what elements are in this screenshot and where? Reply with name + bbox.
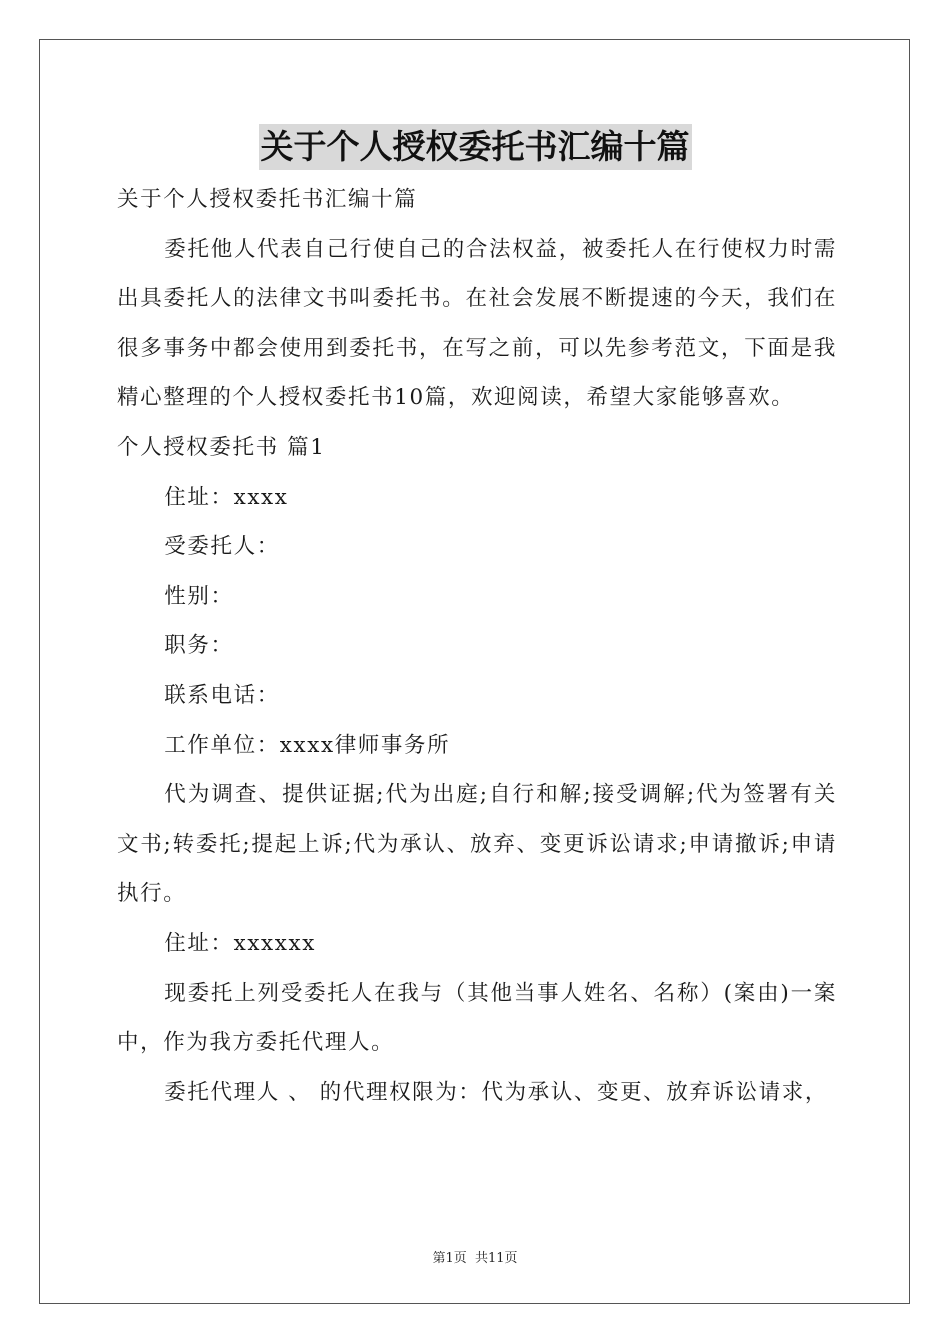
paragraph: 委托他人代表自己行使自己的合法权益，被委托人在行使权力时需出具委托人的法律文书叫委托书。在社会发展不断提速的今天，我们在很多事务中都会使用到委托书，在写之前，可以先参考范文，下面是我精心整理的个人授权委托书10篇，欢迎阅读，希望大家能够喜欢。 bbox=[117, 236, 837, 411]
paragraph: 工作单位：xxxx律师事务所 bbox=[164, 732, 451, 758]
page-number: 第1页 bbox=[432, 1251, 467, 1266]
page-footer bbox=[0, 1247, 950, 1266]
title-container bbox=[0, 124, 950, 170]
paragraph: 关于个人授权委托书汇编十篇 bbox=[117, 187, 418, 212]
document-body bbox=[117, 175, 837, 1117]
paragraph: 个人授权委托书 篇1 bbox=[117, 434, 326, 460]
paragraph: 代为调查、提供证据;代为出庭;自行和解;接受调解;代为签署有关文书;转委托;提起上诉;代为承认、放弃、变更诉讼请求;申请撤诉;申请执行。 bbox=[117, 782, 837, 907]
paragraph: 联系电话： bbox=[164, 682, 280, 708]
page-total: 共11页 bbox=[474, 1251, 518, 1266]
paragraph: 住址：xxxx bbox=[164, 484, 289, 510]
paragraph: 现委托上列受委托人在我与（其他当事人姓名、名称）(案由)一案中，作为我方委托代理人。 bbox=[117, 980, 837, 1056]
paragraph: 性别： bbox=[164, 583, 234, 609]
paragraph: 住址：xxxxxx bbox=[164, 930, 316, 956]
paragraph: 职务： bbox=[164, 633, 234, 659]
paragraph: 受委托人： bbox=[164, 534, 280, 560]
document-title: 关于个人授权委托书汇编十篇 bbox=[259, 124, 692, 170]
paragraph: 委托代理人 、 的代理权限为：代为承认、变更、放弃诉讼请求， bbox=[164, 1079, 828, 1105]
